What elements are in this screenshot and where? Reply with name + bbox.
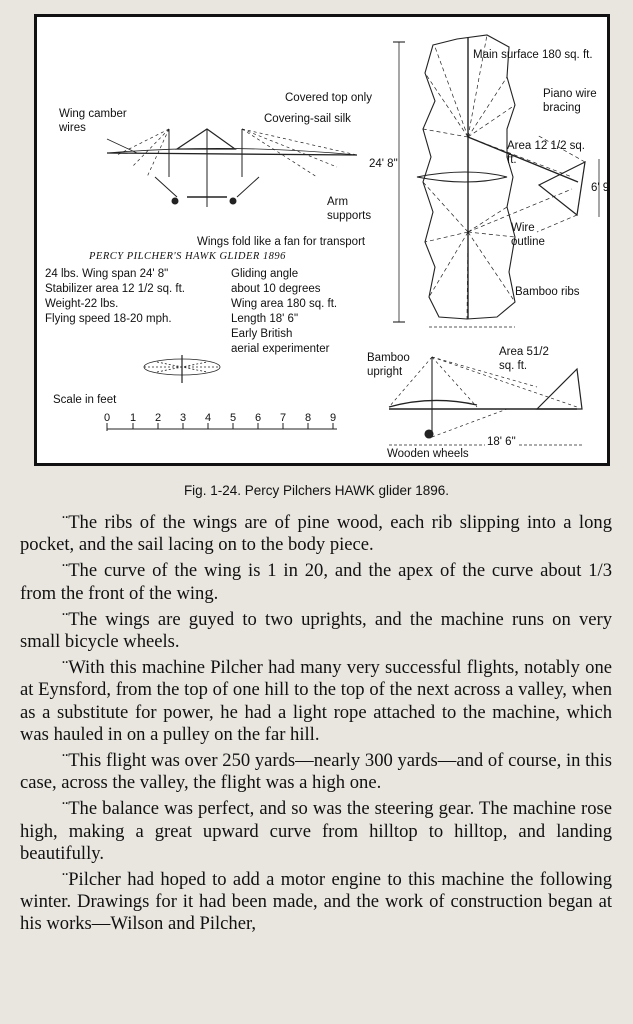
spec-line: Gliding angle bbox=[231, 268, 299, 280]
scale-tick-label: 6 bbox=[255, 412, 262, 424]
scale-tick-label: 8 bbox=[305, 412, 312, 424]
label-wire-outline: Wire outline bbox=[511, 222, 545, 248]
spec-line: Flying speed 18-20 mph. bbox=[45, 313, 172, 325]
figure-caption: Fig. 1-24. Percy Pilchers HAWK glider 1896. bbox=[183, 483, 450, 498]
scale-tick-label: 1 bbox=[130, 412, 137, 424]
scale-tick-label: 7 bbox=[280, 412, 287, 424]
scale-tick-label: 5 bbox=[230, 412, 237, 424]
label-tail-dimension: 6' 9 bbox=[591, 182, 610, 194]
spec-line: Early British bbox=[231, 328, 293, 340]
paragraph: ¨The curve of the wing is 1 in 20, and the apex of the curve about 1/3 from the front of the wing. bbox=[20, 560, 612, 604]
scale-tick-label: 9 bbox=[330, 412, 337, 424]
label-wings-fold: Wings fold like a fan for transport bbox=[197, 236, 366, 248]
spec-line: Weight-22 lbs. bbox=[45, 298, 119, 310]
label-arm-supports: Arm supports bbox=[327, 196, 372, 222]
scale-tick-label: 0 bbox=[104, 412, 111, 424]
label-area-tail: Area 12 1/2 sq. ft. bbox=[507, 140, 585, 166]
spec-line: 24 lbs. Wing span 24' 8" bbox=[45, 268, 169, 280]
label-span-dimension: 24' 8" bbox=[369, 158, 398, 170]
thumbnail-glider bbox=[144, 355, 220, 383]
specs-left bbox=[45, 267, 185, 327]
label-wooden-wheels: Wooden wheels bbox=[387, 448, 469, 460]
front-view-drawing bbox=[107, 129, 357, 207]
scale-tick-label: 4 bbox=[205, 412, 212, 424]
paragraph: ¨The balance was perfect, and so was the steering gear. The machine rose high, making a great upward curve from hilltop to hilltop, and landing beautifully. bbox=[20, 798, 612, 864]
paragraph: ¨Pilcher had hoped to add a motor engine to this machine the following winter. Drawings for it had been made, and the work of construction began at his works—Wilson and Pilcher, bbox=[20, 869, 612, 935]
label-bamboo-upright: Bamboo upright bbox=[367, 352, 410, 378]
scale-tick-label: 3 bbox=[180, 412, 187, 424]
spec-line: Stabilizer area 12 1/2 sq. ft. bbox=[45, 283, 185, 295]
spec-line: about 10 degrees bbox=[231, 283, 321, 295]
label-covering-sail-silk: Covering-sail silk bbox=[264, 113, 351, 125]
scale-ruler bbox=[107, 423, 337, 431]
scale-tick-label: 2 bbox=[155, 412, 162, 424]
figure-title: PERCY PILCHER'S HAWK GLIDER 1896 bbox=[89, 251, 286, 262]
paragraph: ¨With this machine Pilcher had many very successful flights, notably one at Eynsford, from the top of one hill to the top of the next across a valley, when as a substitute for power, he had a light rope attached to the machine, which was hauled in on a pulley on the far hill. bbox=[20, 657, 612, 745]
scale-title: Scale in feet bbox=[53, 394, 117, 406]
label-length-dimension: 18' 6" bbox=[487, 436, 516, 448]
label-main-surface: Main surface 180 sq. ft. bbox=[473, 49, 593, 61]
specs-right bbox=[231, 267, 337, 357]
spec-line: aerial experimenter bbox=[231, 343, 330, 355]
figure-panel bbox=[34, 14, 610, 466]
paragraph: ¨The ribs of the wings are of pine wood, each rib slipping into a long pocket, and the sail lacing on to the body piece. bbox=[20, 512, 612, 556]
spec-line: Length 18' 6" bbox=[231, 313, 299, 325]
label-area-rudder: Area 51/2 sq. ft. bbox=[499, 346, 549, 372]
label-wing-camber-wires: Wing camber wires bbox=[59, 108, 127, 134]
spec-line: Wing area 180 sq. ft. bbox=[231, 298, 338, 310]
paragraph: ¨The wings are guyed to two uprights, and the machine runs on very small bicycle wheels. bbox=[20, 608, 612, 653]
label-covered-top-only: Covered top only bbox=[285, 92, 372, 104]
plan-view-drawing bbox=[393, 35, 599, 327]
paragraph: ¨This flight was over 250 yards—nearly 300 yards—and of course, in this case, across the valley, the flight was a high one. bbox=[20, 750, 612, 794]
label-piano-wire-bracing: Piano wire bracing bbox=[543, 88, 597, 114]
body-text bbox=[20, 512, 612, 940]
label-bamboo-ribs: Bamboo ribs bbox=[515, 286, 580, 298]
